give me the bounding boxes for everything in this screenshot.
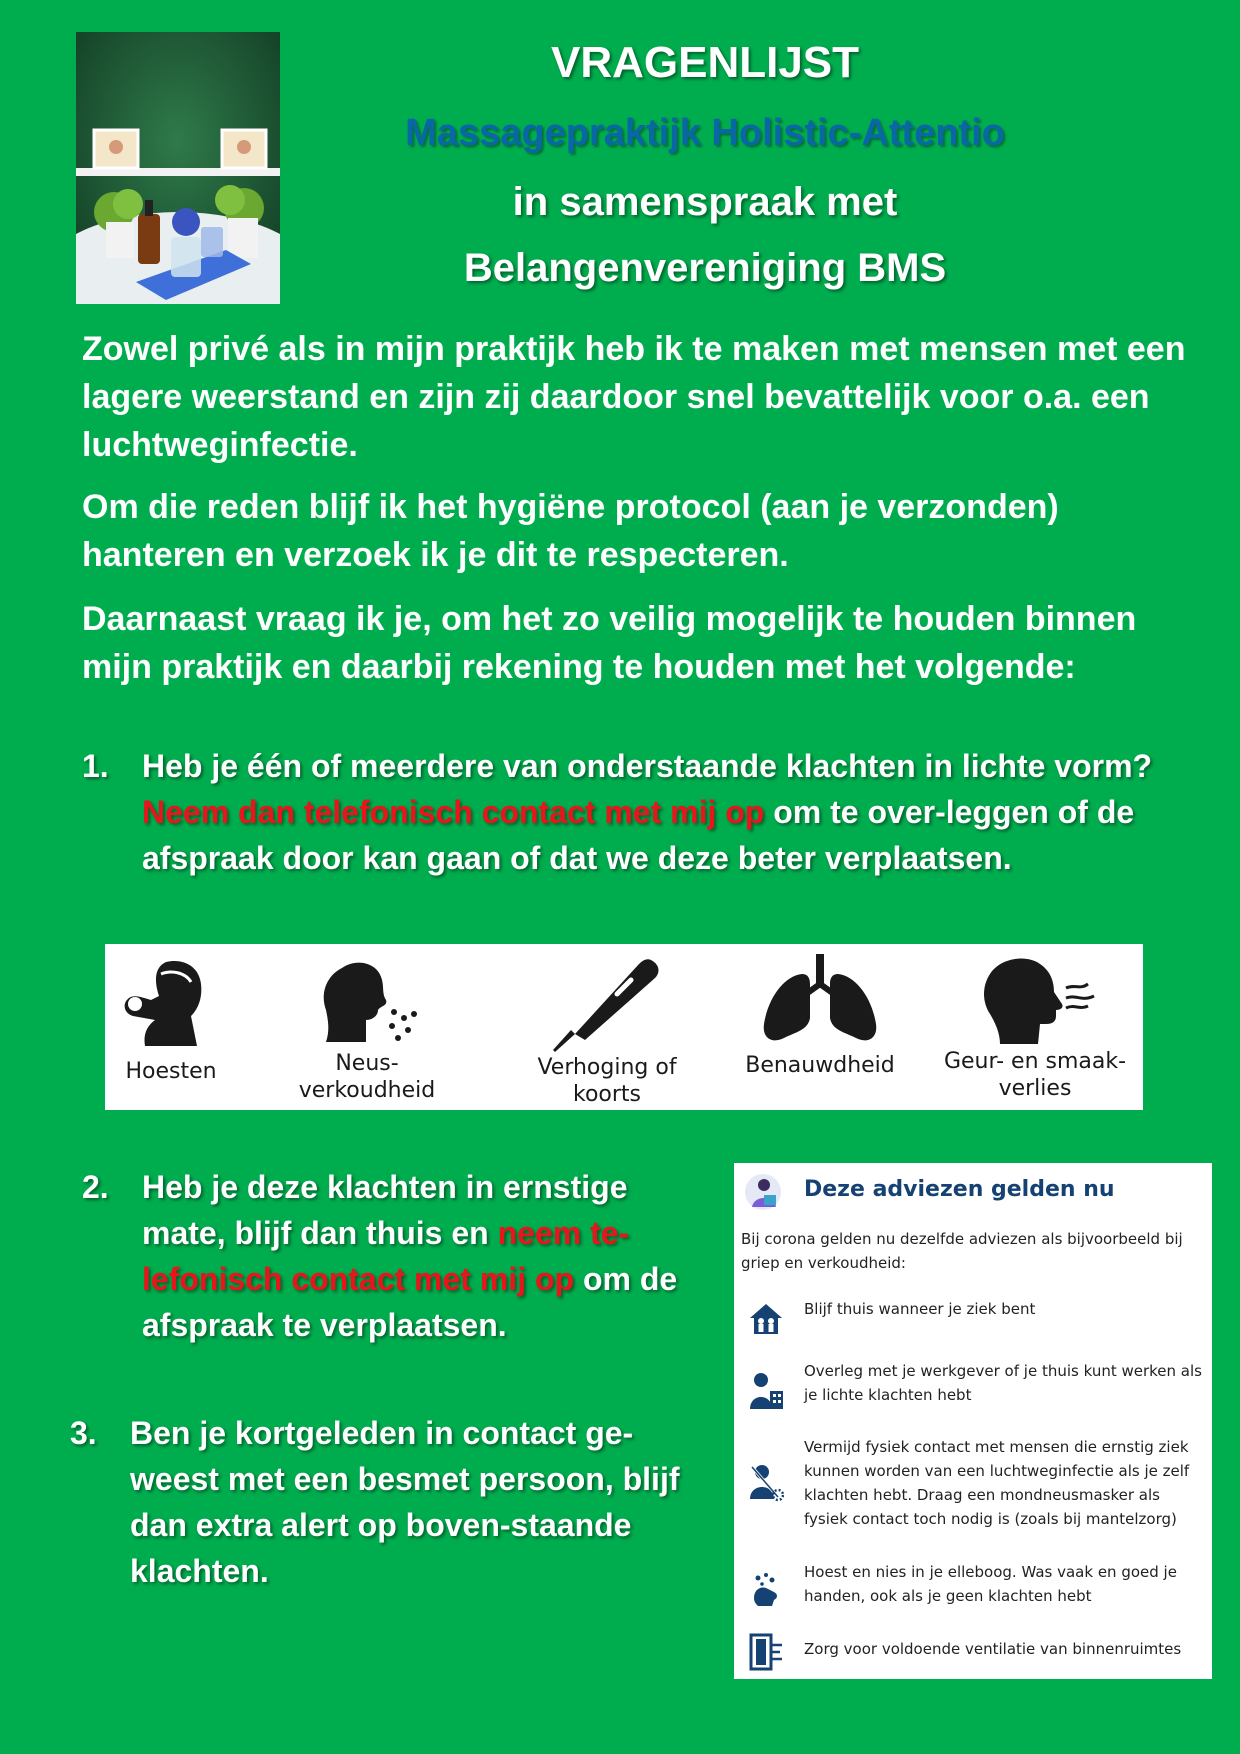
advice-item [734,1560,1212,1610]
symptom-label: Benauwdheid [745,1053,895,1078]
intro-paragraph-1: Zowel privé als in mijn praktijk heb ik te maken met mensen met een lagere weerstand en zijn zij daardoor snel bevattelijk voor o.a. een luchtweginfectie. [82,330,1186,464]
coughing-person-icon [121,954,221,1050]
advice-item [734,1359,1212,1409]
item-text-part: om te over-leggen of de afspraak door kan gaan of dat we deze beter verplaatsen. [142,794,1135,876]
symptom-label-2: koorts [572,1082,641,1107]
item-text [142,1164,702,1348]
item-text-part: Heb je één of meerdere van onderstaande klachten in lichte vorm? [142,748,1153,784]
advice-item [734,1435,1212,1535]
house-icon [748,1301,784,1337]
question-item-3 [70,1410,710,1600]
intro-paragraph-2: Om die reden blijf ik het hygiëne protocol (aan je verzonden) hanteren en verzoek ik je dit te respecteren. [82,488,1059,574]
item-text-part: om de afspraak te verplaatsen. [142,1261,678,1343]
thermometer-icon [547,954,667,1054]
no-contact-icon [748,1463,784,1503]
lungs-icon [762,954,878,1044]
advice-text: Vermijd fysiek contact met mensen die ernstig ziek kunnen worden van een luchtweginfectie als je zelf klachten hebt. Draag een mondneusmasker als fysiek contact toch nodig is (zoals bij mantelzorg) [804,1438,1190,1528]
item-highlight: neem te-lefonisch contact met mij op [142,1215,630,1297]
collaboration-line: in samenspraak met [512,180,898,224]
item-number: 1. [82,748,109,784]
symptom-loss-of-smell-taste [935,944,1135,1110]
advice-heading: Deze adviezen gelden nu [804,1177,1115,1202]
advice-text: Zorg voor voldoende ventilatie van binnenruimtes [804,1640,1182,1658]
item-number: 3. [70,1415,97,1451]
hand-washing-icon [748,1570,784,1610]
question-item-1 [82,743,1162,933]
organization-name: Belangenvereniging BMS [463,246,947,290]
advice-intro: Bij corona gelden nu dezelfde adviezen als bijvoorbeeld bij griep en verkoudheid: [741,1230,1183,1272]
advice-item [734,1297,1212,1345]
item-highlight: Neem dan telefonisch contact met mij op [142,794,765,830]
symptom-label-1: Neus- [335,1051,399,1076]
breathing-head-icon [970,954,1100,1046]
symptom-fever [517,944,697,1110]
item-text: Ben je kortgeleden in contact ge-weest met een besmet persoon, blijf dan extra alert op boven-staande klachten. [130,1415,680,1589]
symptom-label-1: Geur- en smaak- [943,1049,1127,1074]
symptom-label-2: verlies [998,1076,1072,1101]
worker-office-icon [748,1371,784,1411]
advice-item [734,1637,1212,1673]
item-text [142,743,1162,881]
item-number: 2. [82,1169,109,1205]
ventilation-door-icon [748,1633,784,1671]
page-title: VRAGENLIJST [550,38,860,87]
advice-text: Hoest en nies in je elleboog. Was vaak en goed je handen, ook als je geen klachten hebt [804,1563,1177,1605]
symptom-label-1: Verhoging of [537,1055,677,1080]
symptom-label: Hoesten [125,1059,217,1084]
sneezing-person-icon [312,954,422,1050]
practice-name: Massagepraktijk Holistic-Attentio [405,112,1005,154]
question-item-2 [82,1164,722,1354]
advice-card [734,1163,1212,1679]
practice-photo [76,32,280,304]
symptoms-strip [105,944,1143,1110]
advice-text: Overleg met je werkgever of je thuis kunt werken als je lichte klachten hebt [804,1362,1202,1404]
item-text-part: Heb je deze klachten in ernstige mate, blijf dan thuis en [142,1169,628,1251]
symptom-shortness-of-breath [735,944,905,1110]
symptom-cough [105,944,237,1110]
intro-paragraph-3: Daarnaast vraag ik je, om het zo veilig mogelijk te houden binnen mijn praktijk en daarbij rekening te houden met het volgende: [82,600,1137,686]
symptom-cold [277,944,457,1110]
advice-text: Blijf thuis wanneer je ziek bent [804,1300,1036,1318]
symptom-label-2: verkoudheid [298,1078,436,1103]
advisor-avatar-icon [744,1173,782,1211]
